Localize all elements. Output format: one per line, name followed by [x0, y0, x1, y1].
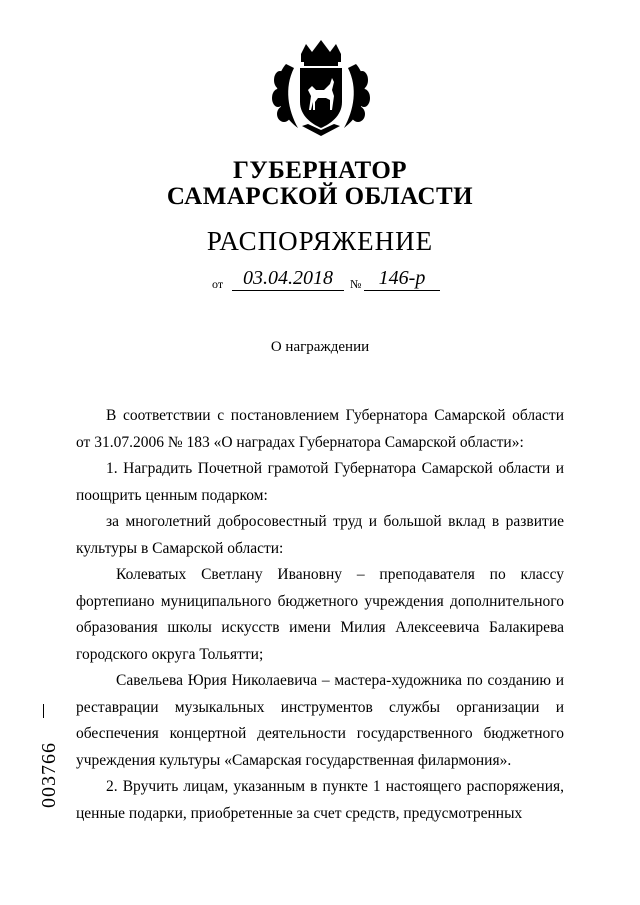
- coat-of-arms-icon: [268, 40, 374, 140]
- date-number-line: [212, 266, 472, 292]
- paragraph-awardee-2: Савельева Юрия Николаевича – мастера-художника по созданию и реставрации музыкальных инструментов службы организации и обеспечения концертной деятельности государственного бюджетного учреждения культуры «Самарская государственная филармония».: [76, 672, 564, 769]
- serial-number: 003766: [38, 742, 60, 808]
- paragraph-reason: за многолетний добросовестный труд и большой вклад в развитие культуры в Самарской области:: [76, 513, 564, 557]
- date-value: 03.04.2018: [232, 266, 344, 291]
- margin-mark: [43, 704, 44, 718]
- date-prefix: от: [212, 277, 224, 291]
- document-type: РАСПОРЯЖЕНИЕ: [206, 226, 434, 256]
- number-prefix: №: [350, 277, 362, 291]
- paragraph-awardee-1: Колеватых Светлану Ивановну – преподавателя по классу фортепиано муниципального бюджетного учреждения дополнительного образования школы искусств имени Милия Алексеевича Балакирева городского округа Тольятти;: [76, 566, 564, 663]
- paragraph-item-2: 2. Вручить лицам, указанным в пункте 1 настоящего распоряжения, ценные подарки, приобретенные за счет средств, предусмотренных: [76, 778, 564, 822]
- number-value: 146-р: [364, 266, 440, 291]
- document-body: [76, 403, 564, 827]
- authority-title-line1: ГУБЕРНАТОР: [232, 157, 408, 184]
- authority-title-line2: САМАРСКОЙ ОБЛАСТИ: [166, 183, 474, 210]
- paragraph-preamble: В соответствии с постановлением Губернатора Самарской области от 31.07.2006 № 183 «О наградах Губернатора Самарской области»:: [76, 407, 564, 451]
- document-subject: О награждении: [270, 339, 370, 355]
- paragraph-item-1: 1. Наградить Почетной грамотой Губернатора Самарской области и поощрить ценным подарком:: [76, 460, 564, 504]
- serial-number-wrap: [36, 732, 62, 810]
